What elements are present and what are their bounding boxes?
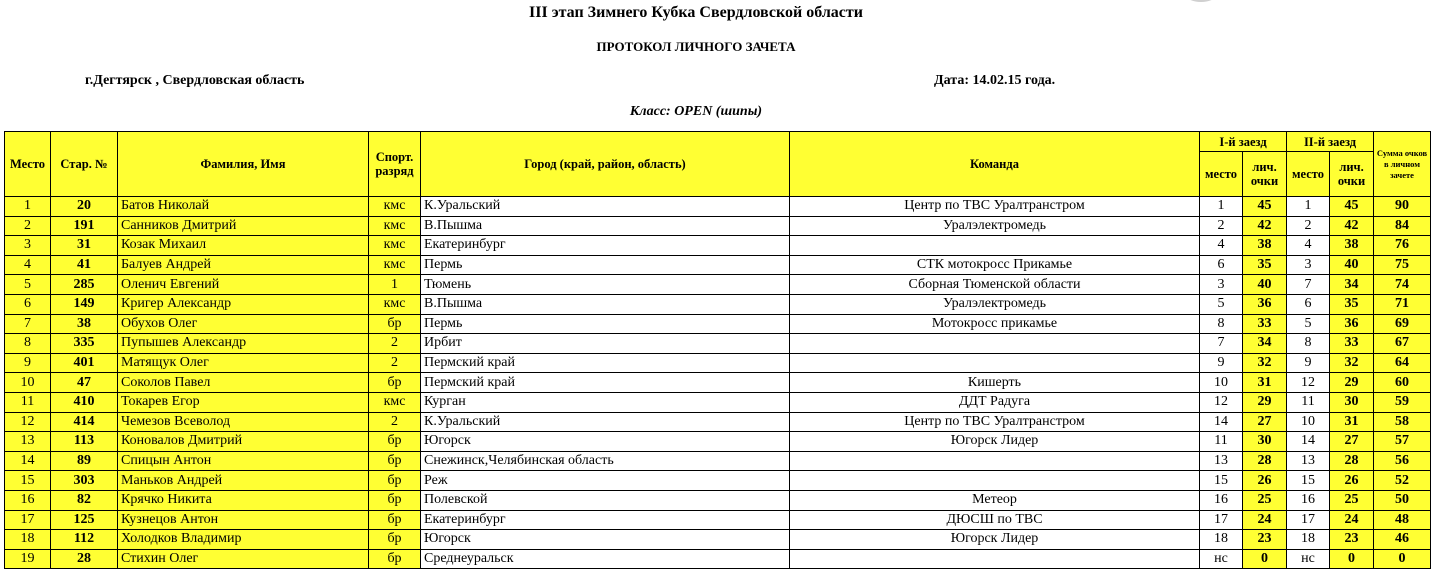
header-rank: Спорт. разряд	[369, 132, 421, 197]
cell-rank: кмс	[369, 236, 421, 256]
cell-race2-points: 32	[1330, 353, 1374, 373]
cell-sum: 75	[1374, 255, 1431, 275]
cell-rank: бр	[369, 373, 421, 393]
cell-race2-place: 17	[1287, 510, 1330, 530]
header-city: Город (край, район, область)	[421, 132, 790, 197]
header-race2-place: место	[1287, 152, 1330, 197]
cell-name: Козак Михаил	[118, 236, 369, 256]
cell-race1-place: 1	[1200, 197, 1243, 217]
cell-race2-place: 3	[1287, 255, 1330, 275]
cell-place: 8	[5, 334, 51, 354]
cell-rank: кмс	[369, 255, 421, 275]
results-body	[5, 197, 1431, 569]
cell-race1-place: 5	[1200, 294, 1243, 314]
cell-sum: 57	[1374, 432, 1431, 452]
cell-race1-points: 45	[1243, 197, 1287, 217]
cell-city: Пермь	[421, 314, 790, 334]
cell-start-number: 89	[51, 451, 118, 471]
cell-race2-place: 4	[1287, 236, 1330, 256]
header-start-number: Стар. №	[51, 132, 118, 197]
cell-race1-points: 33	[1243, 314, 1287, 334]
cell-team: Уралэлектромедь	[790, 294, 1200, 314]
cell-rank: бр	[369, 432, 421, 452]
table-row	[5, 510, 1431, 530]
cell-race1-points: 31	[1243, 373, 1287, 393]
cell-place: 4	[5, 255, 51, 275]
cell-race2-points: 0	[1330, 549, 1374, 569]
cell-city: Полевской	[421, 490, 790, 510]
cell-start-number: 20	[51, 197, 118, 217]
cell-rank: кмс	[369, 197, 421, 217]
protocol-subtitle: ПРОТОКОЛ ЛИЧНОГО ЗАЧЕТА	[596, 39, 796, 54]
header-race2-points: лич. очки	[1330, 152, 1374, 197]
cell-name: Кузнецов Антон	[118, 510, 369, 530]
event-location: г.Дегтярск , Свердловская область	[85, 73, 305, 88]
cell-race1-points: 32	[1243, 353, 1287, 373]
table-row	[5, 412, 1431, 432]
cell-race1-place: 8	[1200, 314, 1243, 334]
cell-name: Соколов Павел	[118, 373, 369, 393]
table-row	[5, 549, 1431, 569]
cell-name: Матящук Олег	[118, 353, 369, 373]
cell-race2-place: 12	[1287, 373, 1330, 393]
cell-city: Екатеринбург	[421, 510, 790, 530]
cell-city: Пермь	[421, 255, 790, 275]
cell-name: Балуев Андрей	[118, 255, 369, 275]
cell-race2-points: 28	[1330, 451, 1374, 471]
table-row	[5, 236, 1431, 256]
cell-race2-points: 36	[1330, 314, 1374, 334]
cell-city: В.Пышма	[421, 216, 790, 236]
cell-race1-place: 11	[1200, 432, 1243, 452]
cell-place: 7	[5, 314, 51, 334]
cell-sum: 59	[1374, 392, 1431, 412]
table-row	[5, 392, 1431, 412]
cell-team	[790, 549, 1200, 569]
cell-race1-place: 3	[1200, 275, 1243, 295]
cell-sum: 60	[1374, 373, 1431, 393]
cell-race2-points: 27	[1330, 432, 1374, 452]
cell-race2-points: 40	[1330, 255, 1374, 275]
cell-start-number: 149	[51, 294, 118, 314]
cell-name: Оленич Евгений	[118, 275, 369, 295]
cell-race2-points: 34	[1330, 275, 1374, 295]
cell-sum: 76	[1374, 236, 1431, 256]
cell-race2-place: 15	[1287, 471, 1330, 491]
cell-sum: 90	[1374, 197, 1431, 217]
header-team: Команда	[790, 132, 1200, 197]
cell-rank: кмс	[369, 216, 421, 236]
cell-name: Коновалов Дмитрий	[118, 432, 369, 452]
table-row	[5, 373, 1431, 393]
cell-city: Снежинск,Челябинская область	[421, 451, 790, 471]
cell-race2-place: 16	[1287, 490, 1330, 510]
cell-race2-place: 14	[1287, 432, 1330, 452]
cell-start-number: 38	[51, 314, 118, 334]
cell-race2-points: 38	[1330, 236, 1374, 256]
cell-race1-points: 42	[1243, 216, 1287, 236]
cell-place: 12	[5, 412, 51, 432]
cell-name: Токарев Егор	[118, 392, 369, 412]
cell-team	[790, 471, 1200, 491]
cell-start-number: 47	[51, 373, 118, 393]
cell-name: Кригер Александр	[118, 294, 369, 314]
cell-place: 10	[5, 373, 51, 393]
cell-team	[790, 334, 1200, 354]
cell-race1-place: 16	[1200, 490, 1243, 510]
cell-race2-place: 6	[1287, 294, 1330, 314]
cell-start-number: 335	[51, 334, 118, 354]
cell-city: Екатеринбург	[421, 236, 790, 256]
table-row	[5, 314, 1431, 334]
cell-race2-points: 31	[1330, 412, 1374, 432]
cell-team: Уралэлектромедь	[790, 216, 1200, 236]
cell-rank: 1	[369, 275, 421, 295]
page-title: III этап Зимнего Кубка Свердловской области	[529, 4, 863, 21]
cell-race1-points: 29	[1243, 392, 1287, 412]
cell-rank: бр	[369, 510, 421, 530]
cell-city: Ирбит	[421, 334, 790, 354]
cell-race2-place: 8	[1287, 334, 1330, 354]
cell-city: К.Уральский	[421, 197, 790, 217]
table-row	[5, 275, 1431, 295]
cell-race1-place: 10	[1200, 373, 1243, 393]
cell-start-number: 113	[51, 432, 118, 452]
table-row	[5, 353, 1431, 373]
table-row	[5, 334, 1431, 354]
cell-place: 15	[5, 471, 51, 491]
header-race-2: II-й заезд	[1287, 132, 1374, 152]
cell-race1-points: 35	[1243, 255, 1287, 275]
cell-race1-place: 4	[1200, 236, 1243, 256]
cell-sum: 74	[1374, 275, 1431, 295]
cell-sum: 67	[1374, 334, 1431, 354]
cell-race2-place: 10	[1287, 412, 1330, 432]
cell-team: Кишерть	[790, 373, 1200, 393]
cell-race2-place: 11	[1287, 392, 1330, 412]
cell-race1-points: 38	[1243, 236, 1287, 256]
cell-team: Мотокросс прикамье	[790, 314, 1200, 334]
cell-team: СТК мотокросс Прикамье	[790, 255, 1200, 275]
table-row	[5, 530, 1431, 550]
cell-team: Югорск Лидер	[790, 530, 1200, 550]
cell-place: 13	[5, 432, 51, 452]
cell-race2-place: 9	[1287, 353, 1330, 373]
cell-rank: 2	[369, 412, 421, 432]
cell-race2-points: 26	[1330, 471, 1374, 491]
cell-race2-points: 33	[1330, 334, 1374, 354]
cell-place: 16	[5, 490, 51, 510]
cell-team: Центр по ТВС Уралтранстром	[790, 197, 1200, 217]
cell-race2-points: 42	[1330, 216, 1374, 236]
cell-race2-place: 2	[1287, 216, 1330, 236]
cell-race2-points: 35	[1330, 294, 1374, 314]
cell-sum: 64	[1374, 353, 1431, 373]
cell-city: Югорск	[421, 432, 790, 452]
cell-place: 3	[5, 236, 51, 256]
cell-race2-points: 45	[1330, 197, 1374, 217]
event-date: Дата: 14.02.15 года.	[934, 73, 1056, 88]
results-table	[4, 131, 1431, 569]
class-label: Класс: OPEN (шипы)	[629, 104, 763, 119]
table-row	[5, 216, 1431, 236]
table-row	[5, 432, 1431, 452]
cell-race1-place: 2	[1200, 216, 1243, 236]
cell-race1-points: 25	[1243, 490, 1287, 510]
cell-name: Обухов Олег	[118, 314, 369, 334]
cell-place: 6	[5, 294, 51, 314]
cell-start-number: 125	[51, 510, 118, 530]
cell-rank: 2	[369, 353, 421, 373]
cell-city: В.Пышма	[421, 294, 790, 314]
cell-place: 1	[5, 197, 51, 217]
cell-race2-points: 30	[1330, 392, 1374, 412]
cell-start-number: 191	[51, 216, 118, 236]
cell-sum: 69	[1374, 314, 1431, 334]
cell-place: 5	[5, 275, 51, 295]
cell-place: 9	[5, 353, 51, 373]
cell-sum: 71	[1374, 294, 1431, 314]
cell-sum: 52	[1374, 471, 1431, 491]
cell-race1-place: 6	[1200, 255, 1243, 275]
cell-city: Среднеуральск	[421, 549, 790, 569]
cell-race1-points: 28	[1243, 451, 1287, 471]
table-row	[5, 490, 1431, 510]
cell-team: Сборная Тюменской области	[790, 275, 1200, 295]
cell-sum: 48	[1374, 510, 1431, 530]
cell-city: К.Уральский	[421, 412, 790, 432]
cell-rank: кмс	[369, 294, 421, 314]
cell-race1-place: 17	[1200, 510, 1243, 530]
cell-city: Пермский край	[421, 373, 790, 393]
cell-team	[790, 236, 1200, 256]
cell-name: Маньков Андрей	[118, 471, 369, 491]
cell-rank: 2	[369, 334, 421, 354]
table-row	[5, 471, 1431, 491]
header-race1-place: место	[1200, 152, 1243, 197]
cell-start-number: 414	[51, 412, 118, 432]
header-place: Место	[5, 132, 51, 197]
cell-sum: 46	[1374, 530, 1431, 550]
cell-place: 14	[5, 451, 51, 471]
cell-race2-place: 18	[1287, 530, 1330, 550]
cell-city: Реж	[421, 471, 790, 491]
cell-sum: 58	[1374, 412, 1431, 432]
cell-rank: бр	[369, 490, 421, 510]
cell-team: ДДТ Радуга	[790, 392, 1200, 412]
cell-place: 17	[5, 510, 51, 530]
cell-place: 11	[5, 392, 51, 412]
table-row	[5, 451, 1431, 471]
decorative-logo-fragment	[1185, 0, 1217, 2]
cell-name: Чемезов Всеволод	[118, 412, 369, 432]
cell-sum: 50	[1374, 490, 1431, 510]
cell-start-number: 28	[51, 549, 118, 569]
cell-start-number: 401	[51, 353, 118, 373]
cell-race1-place: 9	[1200, 353, 1243, 373]
cell-race1-points: 24	[1243, 510, 1287, 530]
cell-race1-place: 14	[1200, 412, 1243, 432]
cell-rank: бр	[369, 471, 421, 491]
cell-rank: бр	[369, 451, 421, 471]
cell-race1-points: 0	[1243, 549, 1287, 569]
cell-race2-place: 1	[1287, 197, 1330, 217]
cell-name: Батов Николай	[118, 197, 369, 217]
cell-name: Стихин Олег	[118, 549, 369, 569]
cell-sum: 0	[1374, 549, 1431, 569]
cell-place: 18	[5, 530, 51, 550]
cell-race1-points: 34	[1243, 334, 1287, 354]
table-row	[5, 294, 1431, 314]
cell-name: Спицын Антон	[118, 451, 369, 471]
cell-city: Пермский край	[421, 353, 790, 373]
cell-team: Центр по ТВС Уралтранстром	[790, 412, 1200, 432]
cell-start-number: 41	[51, 255, 118, 275]
cell-team: ДЮСШ по ТВС	[790, 510, 1200, 530]
cell-rank: бр	[369, 549, 421, 569]
cell-race2-place: 5	[1287, 314, 1330, 334]
cell-city: Тюмень	[421, 275, 790, 295]
cell-race1-points: 30	[1243, 432, 1287, 452]
cell-race1-points: 26	[1243, 471, 1287, 491]
header-race1-points: лич. очки	[1243, 152, 1287, 197]
cell-sum: 56	[1374, 451, 1431, 471]
cell-start-number: 31	[51, 236, 118, 256]
table-row	[5, 255, 1431, 275]
cell-city: Югорск	[421, 530, 790, 550]
cell-name: Санников Дмитрий	[118, 216, 369, 236]
cell-race2-place: 7	[1287, 275, 1330, 295]
cell-team	[790, 353, 1200, 373]
cell-rank: бр	[369, 314, 421, 334]
cell-name: Крячко Никита	[118, 490, 369, 510]
header-sum: Сумма очков в личном зачете	[1374, 132, 1431, 197]
cell-start-number: 285	[51, 275, 118, 295]
cell-race1-points: 27	[1243, 412, 1287, 432]
cell-start-number: 82	[51, 490, 118, 510]
cell-race2-place: нс	[1287, 549, 1330, 569]
header-race-1: I-й заезд	[1200, 132, 1287, 152]
cell-race1-place: 7	[1200, 334, 1243, 354]
cell-name: Пупышев Александр	[118, 334, 369, 354]
cell-team: Метеор	[790, 490, 1200, 510]
cell-name: Холодков Владимир	[118, 530, 369, 550]
cell-place: 19	[5, 549, 51, 569]
cell-rank: кмс	[369, 392, 421, 412]
cell-race2-points: 29	[1330, 373, 1374, 393]
cell-rank: бр	[369, 530, 421, 550]
cell-city: Курган	[421, 392, 790, 412]
cell-race2-points: 24	[1330, 510, 1374, 530]
cell-race1-place: 12	[1200, 392, 1243, 412]
cell-race1-place: 13	[1200, 451, 1243, 471]
cell-race2-points: 25	[1330, 490, 1374, 510]
cell-race1-place: нс	[1200, 549, 1243, 569]
cell-team: Югорск Лидер	[790, 432, 1200, 452]
cell-team	[790, 451, 1200, 471]
cell-race2-place: 13	[1287, 451, 1330, 471]
cell-sum: 84	[1374, 216, 1431, 236]
cell-race1-points: 36	[1243, 294, 1287, 314]
cell-race1-place: 18	[1200, 530, 1243, 550]
cell-place: 2	[5, 216, 51, 236]
header-name: Фамилия, Имя	[118, 132, 369, 197]
cell-race2-points: 23	[1330, 530, 1374, 550]
cell-start-number: 303	[51, 471, 118, 491]
table-row	[5, 197, 1431, 217]
cell-race1-place: 15	[1200, 471, 1243, 491]
cell-start-number: 112	[51, 530, 118, 550]
cell-start-number: 410	[51, 392, 118, 412]
cell-race1-points: 40	[1243, 275, 1287, 295]
cell-race1-points: 23	[1243, 530, 1287, 550]
